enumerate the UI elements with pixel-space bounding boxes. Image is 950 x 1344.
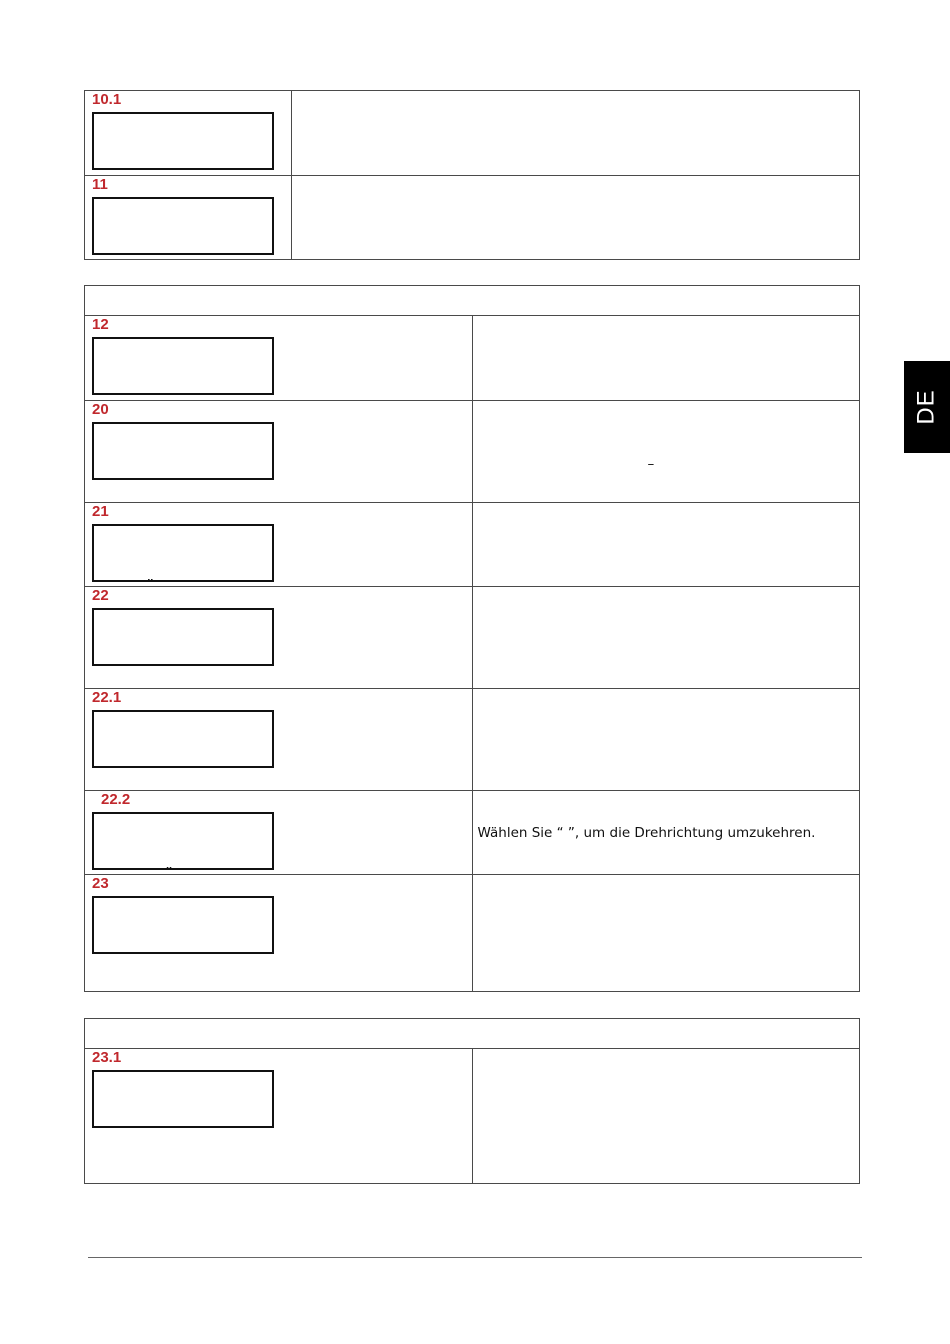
header-cell [85,1019,860,1049]
menu-row-21 [85,503,860,587]
dash-mark: – [647,456,655,472]
lcd-display [92,896,274,954]
lcd-line-1 [99,389,267,395]
menu-row-23-1 [85,1049,860,1184]
lcd-display [92,1070,274,1128]
step-number: 22.2 [101,791,131,808]
header-cell [85,286,860,316]
description-cell [472,875,860,992]
menu-row-23 [85,875,860,992]
menu-row-20 [85,401,860,503]
description-cell [472,791,860,875]
lcd-line-1 [99,660,267,666]
lcd-cell [85,91,292,176]
menu-row-22 [85,587,860,689]
lcd-cell [85,689,473,791]
lcd-line-1 [99,164,267,170]
description-cell [472,587,860,689]
footer-divider [88,1257,862,1258]
step-number: 22.1 [92,689,122,706]
menu-row-10-1 [85,91,860,176]
step-number: 10.1 [92,91,122,108]
lcd-line-1 [99,762,267,768]
description-cell [292,91,860,176]
step-number: 23.1 [92,1049,122,1066]
description-cell [472,503,860,587]
lcd-display [92,197,274,255]
lcd-display [92,608,274,666]
step-number: 21 [92,503,109,520]
lcd-cell [85,401,473,503]
language-tab-label: DE [913,389,940,425]
lcd-cell [85,791,473,875]
lcd-display [92,812,274,870]
lcd-line-1 [99,576,267,582]
lcd-cell [85,316,473,401]
menu-table-header [85,1019,860,1049]
description-text: Wählen Sie “ ”, um die Drehrichtung umzukehren. [477,824,816,841]
description-cell [472,1049,860,1184]
step-number: 12 [92,316,109,333]
menu-table-2 [84,285,860,992]
menu-table-header [85,286,860,316]
lcd-cell [85,875,473,992]
description-cell [472,401,860,503]
step-number: 22 [92,587,109,604]
lcd-line-1 [99,948,267,954]
language-tab [904,361,950,453]
description-cell [472,689,860,791]
lcd-display [92,422,274,480]
description-cell [292,176,860,260]
lcd-cell [85,503,473,587]
lcd-display [92,337,274,395]
lcd-cell [85,176,292,260]
lcd-line-1 [99,474,267,480]
lcd-line-1 [99,864,267,870]
lcd-cell [85,1049,473,1184]
menu-table-1 [84,90,860,260]
menu-row-11 [85,176,860,260]
step-number: 11 [92,176,108,193]
lcd-display [92,524,274,582]
step-number: 23 [92,875,109,892]
lcd-display [92,710,274,768]
lcd-display [92,112,274,170]
step-number: 20 [92,401,109,418]
lcd-line-1 [99,249,267,255]
description-cell [472,316,860,401]
menu-row-12 [85,316,860,401]
lcd-cell [85,587,473,689]
menu-table-3 [84,1018,860,1184]
menu-row-22-1 [85,689,860,791]
menu-row-22-2 [85,791,860,875]
lcd-line-1 [99,1122,267,1128]
